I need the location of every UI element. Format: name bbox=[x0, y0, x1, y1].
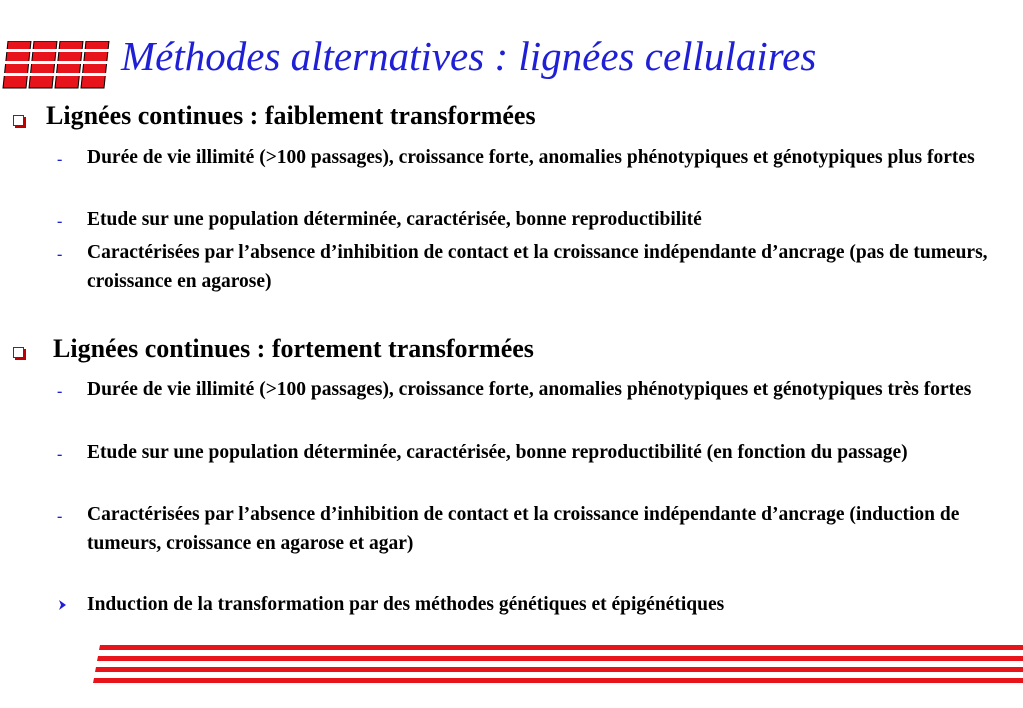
list-item: Etude sur une population déterminée, caractérisée, bonne reproductibilité (en fonction du passage) bbox=[87, 442, 908, 463]
section-heading-2: Lignées continues : fortement transformées bbox=[53, 334, 534, 363]
footer-stripes bbox=[92, 645, 1023, 685]
conclusion-item: Induction de la transformation par des méthodes génétiques et épigénétiques bbox=[87, 594, 725, 615]
dash-bullet-icon: - bbox=[57, 246, 63, 263]
list-item: Caractérisées par l’absence d’inhibition de contact et la croissance indépendante d’ancrage (induction de tumeurs, croissance en agarose et agar) bbox=[87, 504, 960, 554]
list-item: Durée de vie illimité (>100 passages), croissance forte, anomalies phénotypiques et génotypiques très fortes bbox=[87, 379, 972, 400]
list-item: Caractérisées par l’absence d’inhibition de contact et la croissance indépendante d’ancrage (pas de tumeurs, croissance en agarose) bbox=[87, 242, 988, 292]
arrowhead-bullet-icon bbox=[57, 596, 71, 614]
page-title: Méthodes alternatives : lignées cellulaires bbox=[121, 33, 817, 79]
square-bullet-icon bbox=[13, 347, 24, 358]
dash-bullet-icon: - bbox=[57, 383, 63, 400]
list-item: Durée de vie illimité (>100 passages), croissance forte, anomalies phénotypiques et génotypiques plus fortes bbox=[87, 147, 975, 168]
square-bullet-icon bbox=[13, 115, 24, 126]
section-heading-1: Lignées continues : faiblement transformées bbox=[46, 101, 536, 130]
dash-bullet-icon: - bbox=[57, 213, 63, 230]
list-item: Etude sur une population déterminée, caractérisée, bonne reproductibilité bbox=[87, 209, 702, 230]
dash-bullet-icon: - bbox=[57, 151, 63, 168]
dash-bullet-icon: - bbox=[57, 446, 63, 463]
dash-bullet-icon: - bbox=[57, 508, 63, 525]
